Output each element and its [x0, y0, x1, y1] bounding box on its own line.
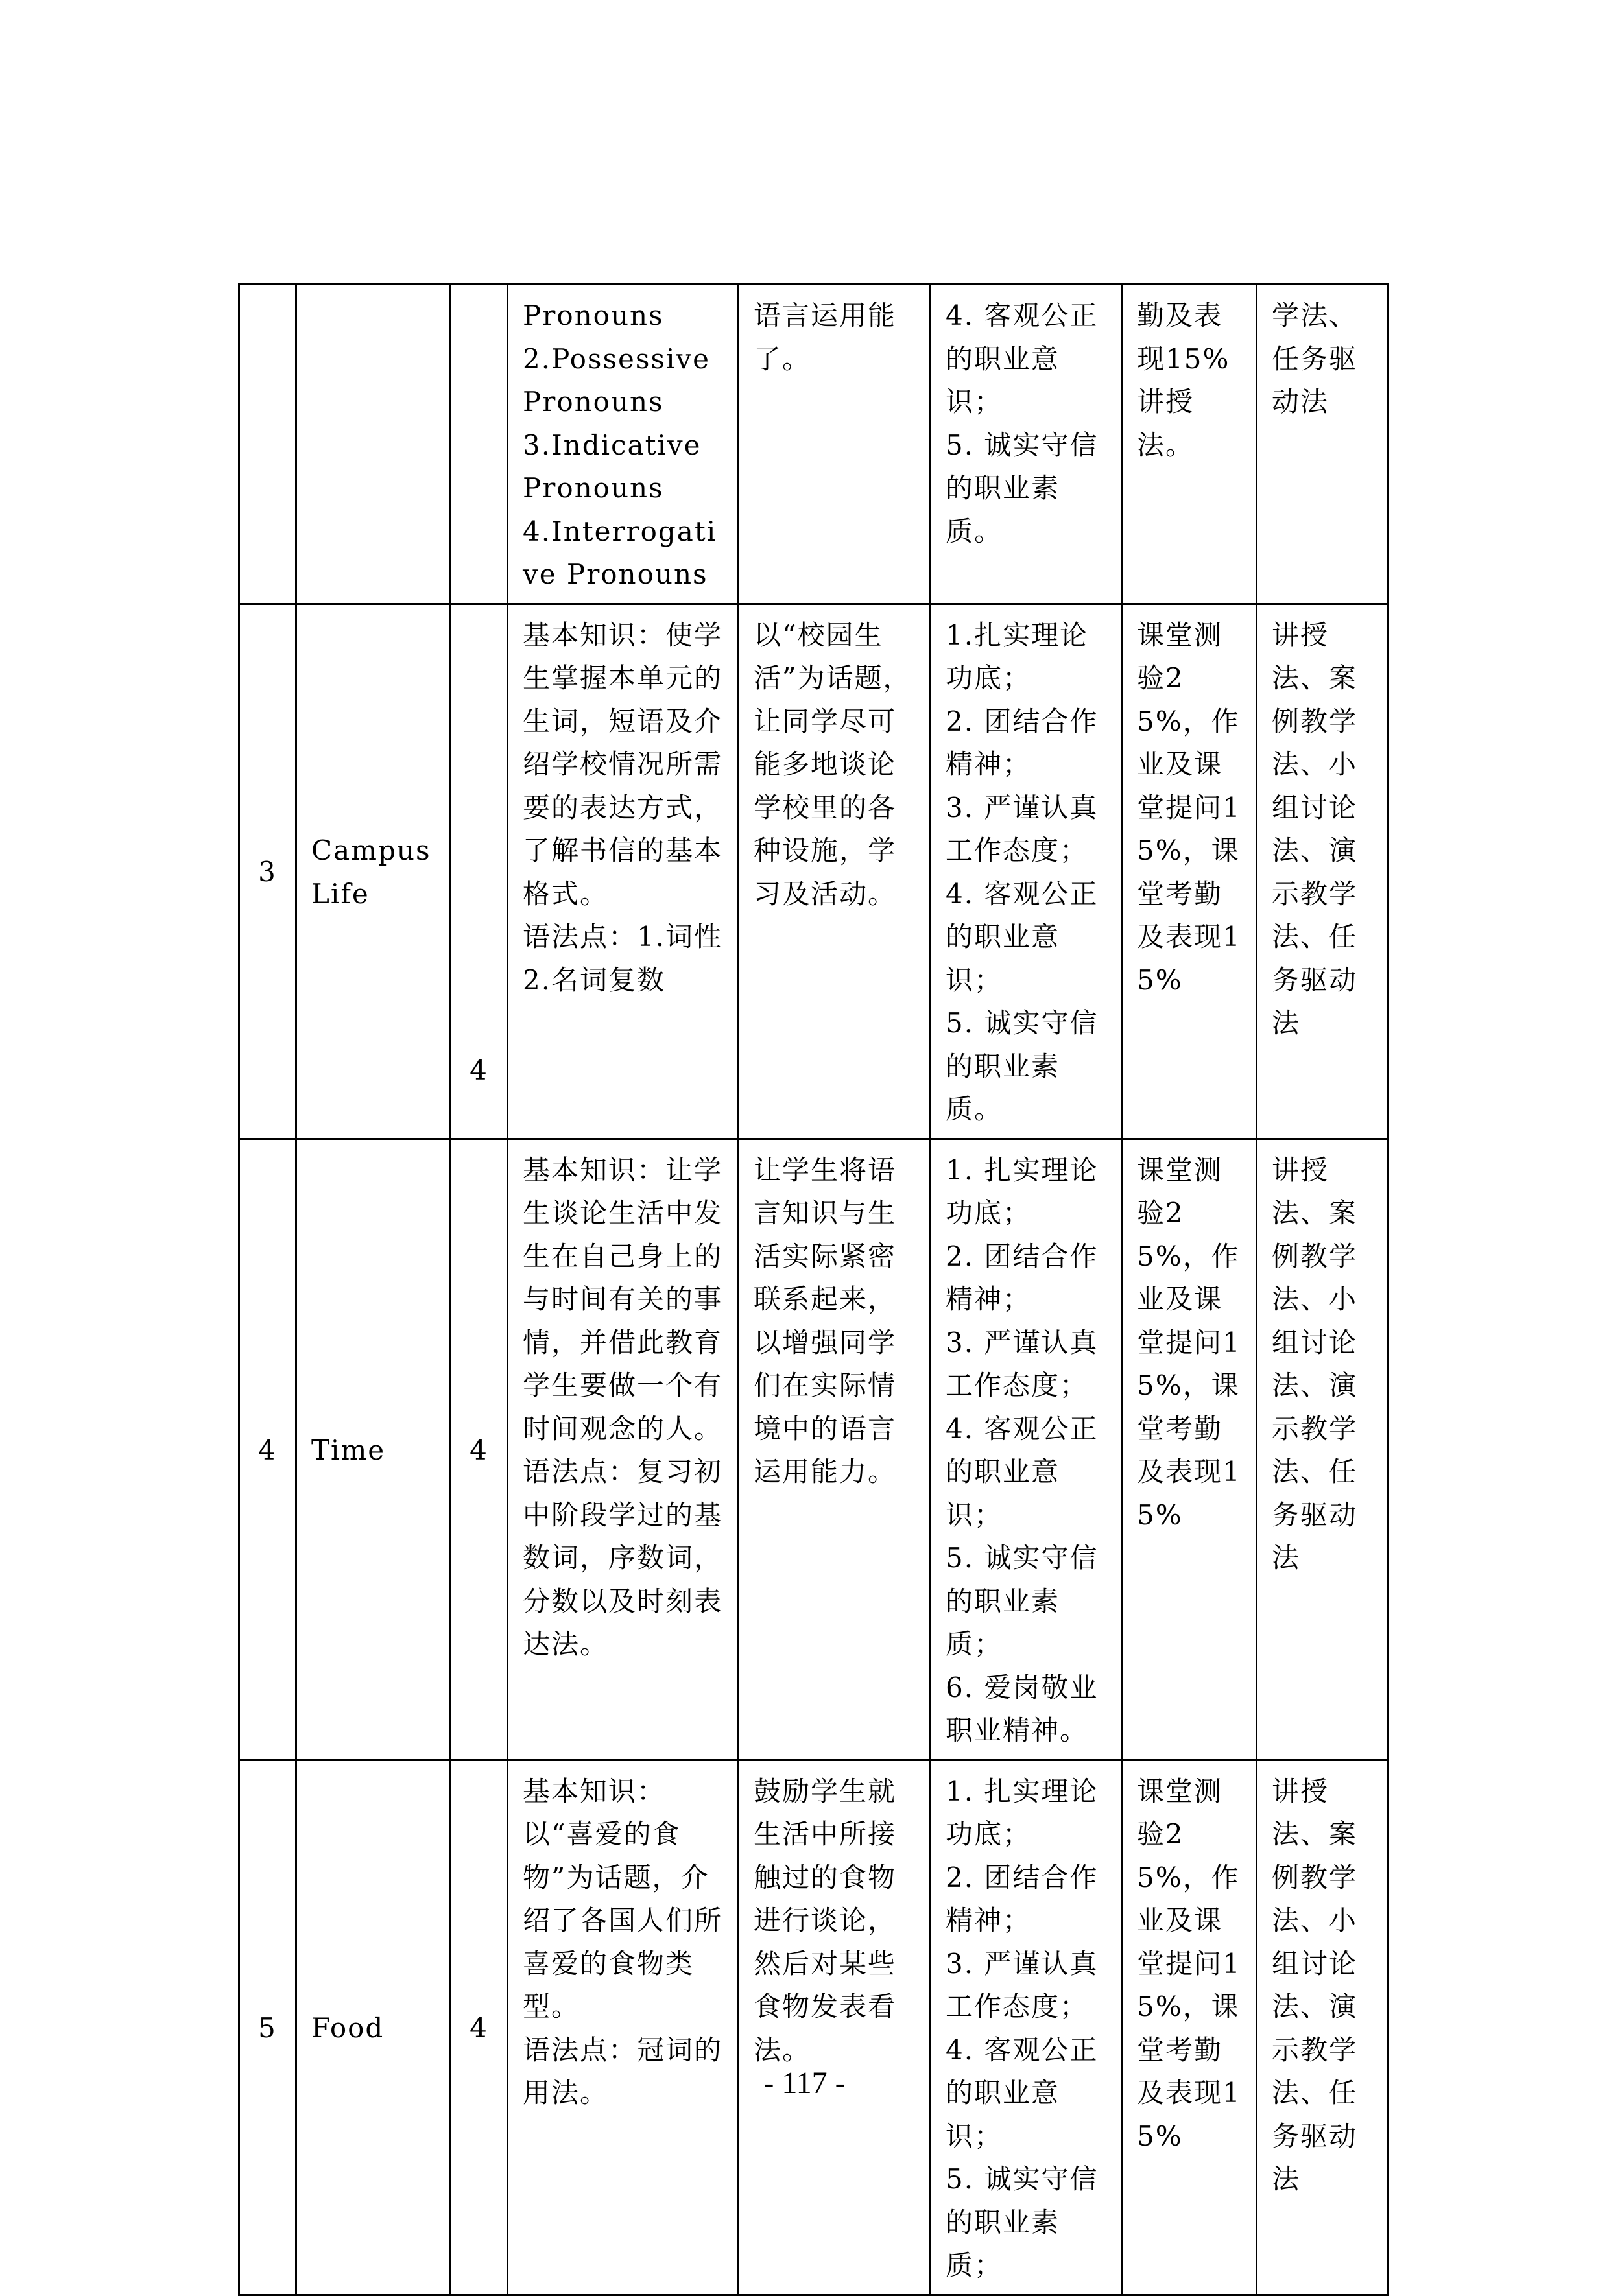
syllabus-table: [238, 283, 1389, 2296]
hours-cell: 4: [451, 1760, 508, 2295]
ideology-cell: 1.扎实理论功底； 2. 团结合作精神； 3. 严谨认真工作态度； 4. 客观公正的职业意识； 5. 诚实守信的职业素质。: [931, 604, 1122, 1139]
row-number-cell: [239, 285, 296, 604]
goal-cell: 语言运用能了。: [739, 285, 931, 604]
row-number-cell: 3: [239, 604, 296, 1139]
assessment-cell: 勤及表现15%讲授法。: [1122, 285, 1257, 604]
ideology-cell: 1. 扎实理论功底； 2. 团结合作精神； 3. 严谨认真工作态度； 4. 客观公正的职业意识； 5. 诚实守信的职业素质；: [931, 1760, 1122, 2295]
goal-cell: 让学生将语言知识与生活实际紧密联系起来，以增强同学们在实际情境中的语言运用能力。: [739, 1139, 931, 1760]
hours-cell: [451, 285, 508, 604]
goal-cell: 以“校园生活”为话题，让同学尽可能多地谈论学校里的各种设施，学习及活动。: [739, 604, 931, 1139]
method-cell: 学法、任务驱动法: [1257, 285, 1389, 604]
row-number-cell: 5: [239, 1760, 296, 2295]
method-cell: 讲授法、案例教学法、小组讨论法、演示教学法、任务驱动法: [1257, 1760, 1389, 2295]
assessment-cell: 课堂测验25%，作业及课堂提问15%，课堂考勤及表现15%: [1122, 1760, 1257, 2295]
hours-cell: 4: [451, 1139, 508, 1760]
page-number: - 117 -: [763, 2066, 846, 2100]
table-row: [239, 604, 1389, 1139]
unit-title-cell: [296, 285, 451, 604]
hours-cell: [451, 604, 508, 1139]
content-cell: 基本知识：让学生谈论生活中发生在自己身上的与时间有关的事情，并借此教育学生要做一个有时间观念的人。 语法点：复习初中阶段学过的基数词，序数词，分数以及时刻表达法。: [508, 1139, 739, 1760]
method-cell: 讲授法、案例教学法、小组讨论法、演示教学法、任务驱动法: [1257, 604, 1389, 1139]
ideology-cell: 1. 扎实理论功底； 2. 团结合作精神； 3. 严谨认真工作态度； 4. 客观公正的职业意识； 5. 诚实守信的职业素质； 6. 爱岗敬业职业精神。: [931, 1139, 1122, 1760]
content-cell: 基本知识：以“喜爱的食物”为话题，介绍了各国人们所喜爱的食物类型。 语法点：冠词的用法。: [508, 1760, 739, 2295]
assessment-cell: 课堂测验25%，作业及课堂提问15%，课堂考勤及表现15%: [1122, 1139, 1257, 1760]
table-row: [239, 285, 1389, 604]
table-row: [239, 1139, 1389, 1760]
hours-value: 4: [470, 1054, 488, 1086]
ideology-cell: 4. 客观公正的职业意识； 5. 诚实守信的职业素质。: [931, 285, 1122, 604]
unit-title-cell: Campus Life: [296, 604, 451, 1139]
content-cell: Pronouns 2.Possessive Pronouns 3.Indicative Pronouns 4.Interrogative Pronouns: [508, 285, 739, 604]
unit-title-cell: Time: [296, 1139, 451, 1760]
assessment-cell: 课堂测验25%，作业及课堂提问15%，课堂考勤及表现15%: [1122, 604, 1257, 1139]
table-row: [239, 1760, 1389, 2295]
content-cell: 基本知识：使学生掌握本单元的生词，短语及介绍学校情况所需要的表达方式，了解书信的基本格式。 语法点：1.词性 2.名词复数: [508, 604, 739, 1139]
method-cell: 讲授法、案例教学法、小组讨论法、演示教学法、任务驱动法: [1257, 1139, 1389, 1760]
unit-title-cell: Food: [296, 1760, 451, 2295]
goal-cell: 鼓励学生就生活中所接触过的食物进行谈论，然后对某些食物发表看法。: [739, 1760, 931, 2295]
row-number-cell: 4: [239, 1139, 296, 1760]
